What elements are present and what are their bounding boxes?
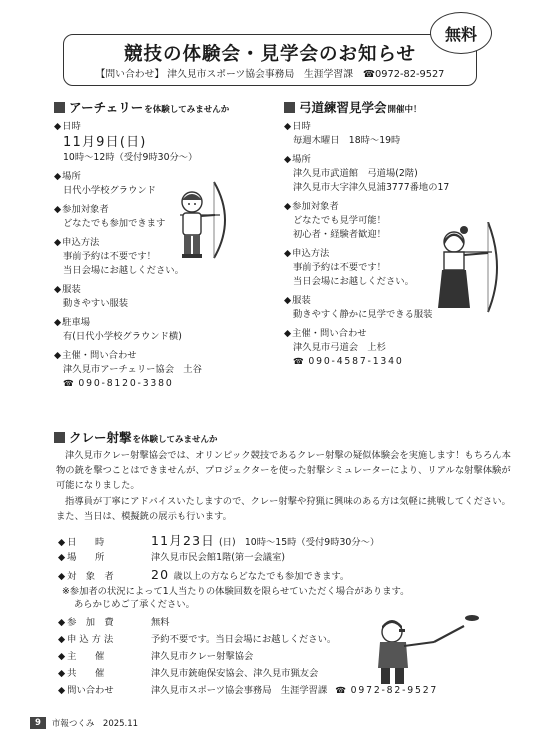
kyudo-target-label: ◆ 参加対象者 [284, 200, 514, 214]
kyudo-target-2: 初心者・経験者歓迎！ [293, 229, 386, 240]
page-title: 競技の体験会・見学会のお知らせ [124, 44, 416, 65]
kyudo-apply-2: 当日会場にお越しください。 [293, 276, 414, 287]
kyudo-place-1: 津久見市武道館 弓道場(2階) [293, 168, 418, 179]
header-contact: 【問い合わせ】 津久見市スポーツ協会事務局 生涯学習課 ☎0972-82-9527 [95, 69, 445, 80]
square-bullet-icon [54, 432, 65, 443]
publication-info: 市報つくみ 2025.11 [51, 719, 139, 729]
clay-description [56, 448, 516, 524]
clay-place-key: ◆ 場 所 [56, 551, 151, 565]
archery-parking-label: ◆ 駐車場 [54, 316, 274, 330]
kyudo-heading [284, 98, 422, 116]
kyudo-place-2: 津久見市大字津久見浦3777番地の17 [293, 182, 450, 193]
clay-note-2: あらかじめご了承ください。 [74, 599, 195, 610]
header-box [63, 34, 477, 86]
archery-apply-2: 当日会場にお越しください。 [63, 265, 184, 276]
footer [30, 717, 138, 729]
archery-parking: 有(日代小学校グラウンド横) [63, 331, 182, 342]
archery-org: 津久見市アーチェリー協会 土谷 [63, 364, 202, 375]
clay-paragraph-1: 津久見市クレー射撃協会では、オリンピック競技であるクレー射撃の疑似体験会を実施します！もちろん本物の銃を撃つことはできませんが、プロジェクターを使った射撃シミュレーターにより、リアルな射撃体験が可能になりました。 [56, 450, 511, 491]
square-bullet-icon [284, 102, 295, 113]
archery-subtitle: を体験してみませんか [144, 105, 230, 115]
clay-date: 11月23日 [151, 533, 216, 548]
clay-place: 津久見市民会館1階(第一会議室) [151, 552, 286, 563]
archery-apply-label: ◆ 申込方法 [54, 236, 274, 250]
clay-date-rest: (日) 10時～15時（受付9時30分～） [219, 537, 380, 548]
kyudo-org-label: ◆ 主催・問い合わせ [284, 327, 514, 341]
archery-clothing: 動きやすい服装 [63, 298, 129, 309]
square-bullet-icon [54, 102, 65, 113]
clay-host-key: ◆ 主 催 [56, 650, 151, 664]
kyudo-subtitle: 開催中！ [387, 105, 422, 115]
page-number: 9 [30, 717, 46, 729]
kyudo-org: 津久見市弓道会 上杉 [293, 342, 386, 353]
clay-paragraph-2: 指導員が丁寧にアドバイスいたしますので、クレー射撃や狩猟に興味のある方は気軽に挑戦してください。また、当日は、模擬銃の展示も行います。 [56, 496, 511, 522]
clay-fee: 無料 [151, 617, 170, 628]
archery-title: アーチェリー [69, 100, 144, 115]
kyudo-place-label: ◆ 場所 [284, 153, 514, 167]
clay-cohost-key: ◆ 共 催 [56, 667, 151, 681]
clay-target-key: ◆ 対 象 者 [56, 570, 151, 584]
clay-host: 津久見市クレー射撃協会 [151, 651, 254, 662]
kyudo-title: 弓道練習見学会 [299, 100, 387, 115]
kyudo-phone: ☎ 090-4587-1340 [293, 356, 404, 367]
archery-target-label: ◆ 参加対象者 [54, 203, 274, 217]
archer-illustration [170, 180, 238, 262]
archery-date: 11月9日(日) [63, 135, 147, 150]
archery-date-label: ◆ 日時 [54, 120, 274, 134]
archery-apply-1: 事前予約は不要です！ [63, 251, 156, 262]
clay-fee-key: ◆ 参 加 費 [56, 616, 151, 630]
clay-subtitle: を体験してみませんか [132, 435, 218, 445]
archery-details [54, 120, 274, 396]
kyudo-apply-label: ◆ 申込方法 [284, 247, 514, 261]
kyudo-clothing: 動きやすく静かに見学できる服装 [293, 309, 433, 320]
clay-note [56, 585, 438, 611]
clay-heading [54, 428, 218, 446]
clay-title: クレー射撃 [69, 430, 132, 445]
clay-contact: 津久見市スポーツ協会事務局 生涯学習課 [151, 685, 328, 696]
archery-place: 日代小学校グラウンド [63, 185, 156, 196]
archery-target: どなたでも参加できます [63, 218, 166, 229]
clay-contact-key: ◆ 問い合わせ [56, 684, 151, 698]
archery-clothing-label: ◆ 服装 [54, 283, 274, 297]
clay-cohost: 津久見市銃砲保安協会、津久見市猟友会 [151, 668, 319, 679]
archery-org-label: ◆ 主催・問い合わせ [54, 349, 274, 363]
kyudo-archer-illustration [430, 222, 502, 314]
kyudo-date-label: ◆ 日時 [284, 120, 514, 134]
kyudo-target-1: どなたでも見学可能！ [293, 215, 386, 226]
kyudo-date: 毎週木曜日 18時～19時 [293, 135, 401, 146]
clay-phone: ☎ 0972-82-9527 [335, 684, 438, 698]
kyudo-clothing-label: ◆ 服装 [284, 294, 514, 308]
archery-phone: ☎ 090-8120-3380 [63, 378, 174, 389]
archery-time: 10時～12時（受付9時30分～） [63, 152, 198, 163]
clay-target-rest: 歳以上の方ならどなたでも参加できます。 [173, 571, 350, 582]
clay-shooter-illustration [368, 610, 490, 686]
free-badge: 無料 [430, 12, 492, 54]
clay-note-1: ※参加者の状況によって1人当たりの体験回数を限らせていただく場合があります。 [62, 586, 410, 597]
clay-target-age: 20 [151, 567, 170, 582]
archery-place-label: ◆ 場所 [54, 170, 274, 184]
kyudo-apply-1: 事前予約は不要です！ [293, 262, 386, 273]
clay-date-key: ◆ 日 時 [56, 536, 151, 550]
clay-apply: 予約不要です。当日会場にお越しください。 [151, 634, 337, 645]
clay-apply-key: ◆ 申 込 方 法 [56, 633, 151, 647]
archery-heading [54, 98, 229, 116]
